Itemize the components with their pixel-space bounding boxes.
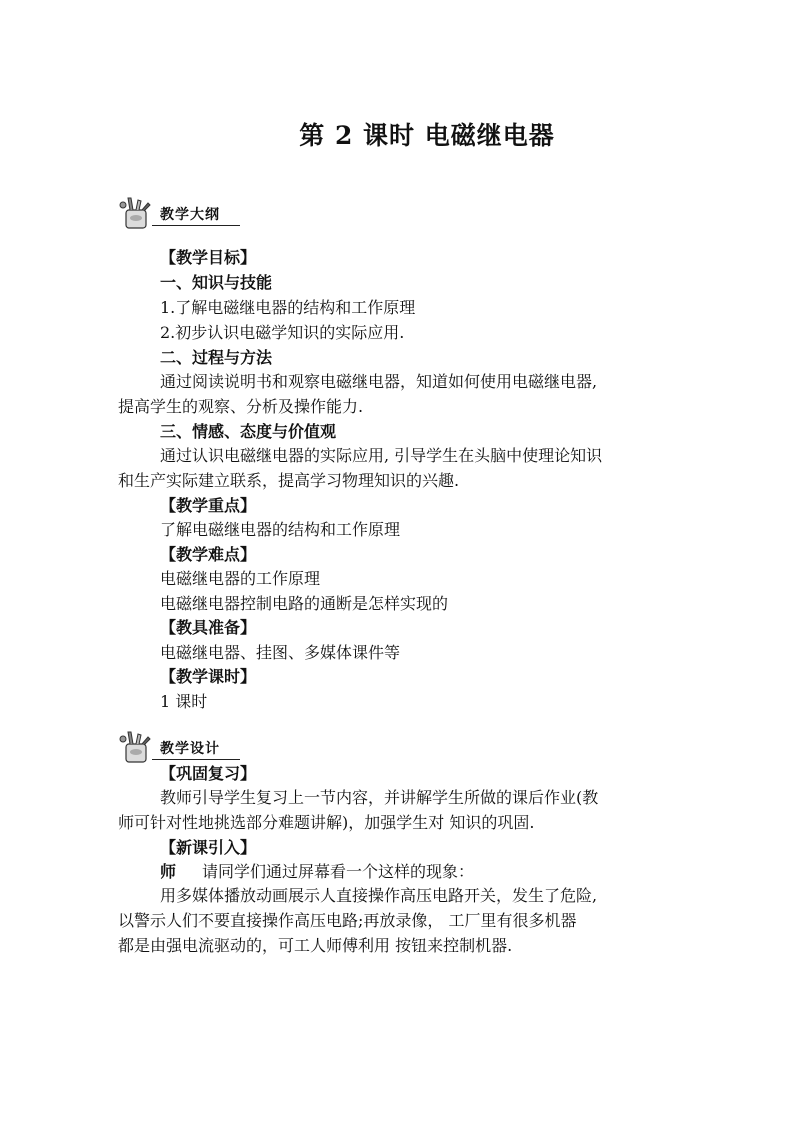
- heading-new-lesson: 【新课引入】: [160, 838, 257, 857]
- section-underline: [152, 759, 240, 760]
- text-line: 通过认识电磁继电器的实际应用, 引导学生在头脑中使理论知识: [160, 446, 603, 465]
- heading-key-points: 【教学重点】: [160, 496, 257, 515]
- heading-review: 【巩固复习】: [160, 764, 257, 783]
- subheading-attitude: 三、情感、态度与价值观: [160, 422, 337, 441]
- text-line: 以警示人们不要直接操作高压电路;再放录像， 工厂里有很多机器: [118, 911, 577, 930]
- page-title: 第 2 课时 电磁继电器: [299, 121, 555, 150]
- heading-materials: 【教具准备】: [160, 618, 257, 637]
- text-line: 了解电磁继电器的结构和工作原理: [160, 520, 401, 539]
- heading-difficulties: 【教学难点】: [160, 545, 257, 564]
- text-line: 教师引导学生复习上一节内容，并讲解学生所做的课后作业(教: [160, 788, 599, 807]
- section-underline: [152, 225, 240, 226]
- subheading-knowledge: 一、知识与技能: [160, 273, 273, 292]
- text-line: 1.了解电磁继电器的结构和工作原理: [160, 298, 416, 317]
- section-label: 教学大纲: [160, 207, 220, 223]
- text-line: 师可针对性地挑选部分难题讲解)，加强学生对 知识的巩固.: [118, 813, 535, 832]
- heading-teaching-goals: 【教学目标】: [160, 248, 257, 267]
- section-header-design: [118, 730, 248, 764]
- text-line: 用多媒体播放动画展示人直接操作高压电路开关，发生了危险,: [160, 886, 598, 905]
- speaker-label: 师: [160, 862, 177, 881]
- text-line: 电磁继电器的工作原理: [160, 569, 321, 588]
- text-line: 提高学生的观察、分析及操作能力.: [118, 397, 364, 416]
- text-line: 和生产实际建立联系，提高学习物理知识的兴趣.: [118, 471, 460, 490]
- section-label: 教学设计: [160, 741, 220, 757]
- text-line: 电磁继电器控制电路的通断是怎样实现的: [160, 594, 449, 613]
- text-line: 电磁继电器、挂图、多媒体课件等: [160, 643, 401, 662]
- text-line: 都是由强电流驱动的，可工人师傅利用 按钮来控制机器.: [118, 936, 513, 955]
- section-header-syllabus: [118, 196, 248, 230]
- text-line: 通过阅读说明书和观察电磁继电器，知道如何使用电磁继电器,: [160, 372, 598, 391]
- heading-class-hours: 【教学课时】: [160, 667, 257, 686]
- subheading-process: 二、过程与方法: [160, 348, 273, 367]
- text-line: 请同学们通过屏幕看一个这样的现象：: [202, 862, 475, 881]
- text-line: 1 课时: [160, 692, 208, 711]
- text-line: 2.初步认识电磁学知识的实际应用.: [160, 323, 405, 342]
